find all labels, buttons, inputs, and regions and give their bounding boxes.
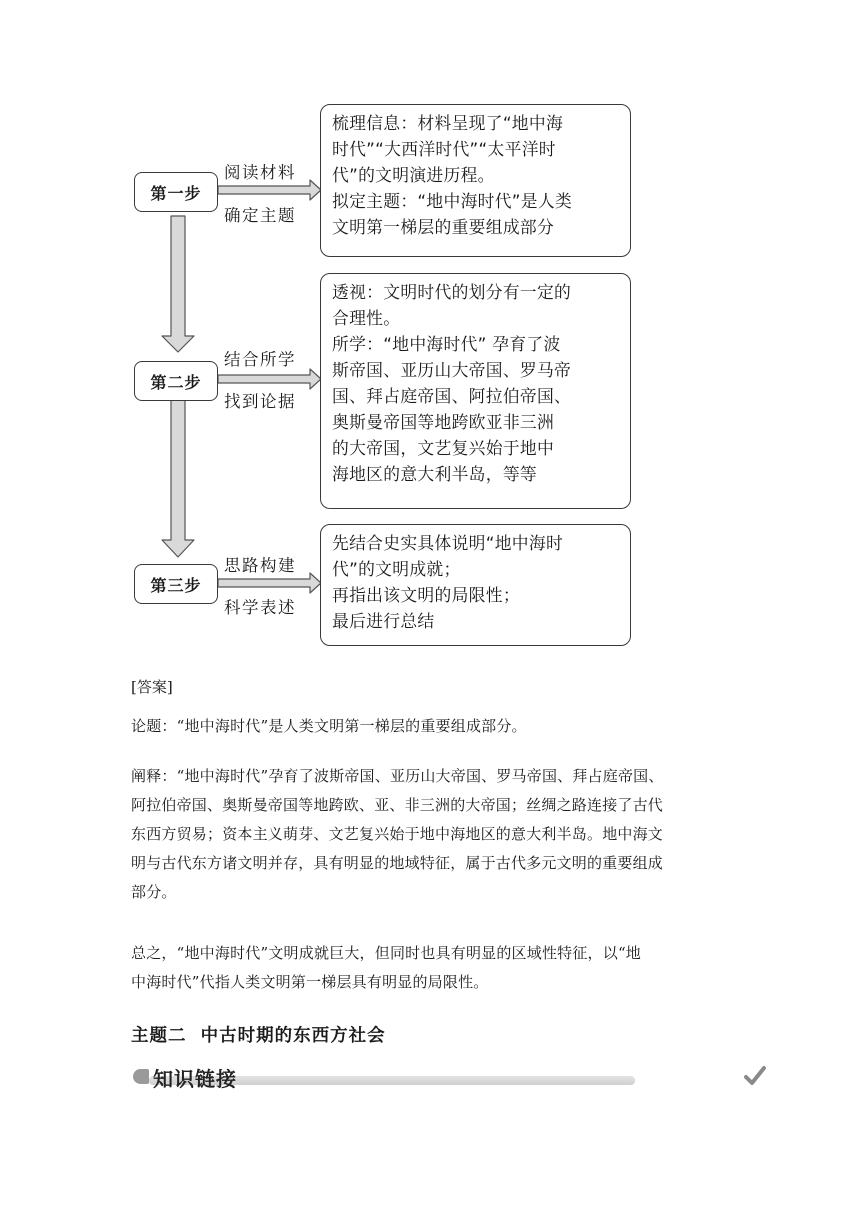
check-icon — [743, 1064, 767, 1088]
content-line: 斯帝国、亚历山大帝国、罗马帝 — [332, 360, 572, 380]
paragraph-line: 明与古代东方诸文明并存，具有明显的地域特征，属于古代多元文明的重要组成 — [131, 854, 664, 872]
step-box-3: 第三步 — [134, 564, 218, 604]
step-3-content-box — [320, 524, 631, 646]
content-line: 再指出该文明的局限性； — [332, 585, 520, 605]
section-title: 主题二 中古时期的东西方社会 — [131, 1026, 386, 1046]
down-arrow-2 — [162, 398, 194, 557]
paragraph-line: 总之，“地中海时代”文明成就巨大，但同时也具有明显的区域性特征，以“地 — [131, 944, 642, 962]
right-arrow-2 — [218, 369, 321, 389]
knowledge-link-banner — [131, 1062, 635, 1090]
content-line: 时代”“大西洋时代”“太平洋时 — [332, 139, 556, 159]
banner-label: 知识链接 — [153, 1067, 237, 1091]
paragraph-line: 阐释：“地中海时代”孕育了波斯帝国、亚历山大帝国、罗马帝国、拜占庭帝国、 — [131, 767, 664, 785]
step-3-action-top: 思路构建 — [224, 556, 296, 575]
content-line: 梳理信息：材料呈现了“地中海 — [332, 113, 564, 133]
content-line: 奥斯曼帝国等地跨欧亚非三洲 — [332, 412, 555, 432]
content-line: 拟定主题：“地中海时代”是人类 — [332, 191, 573, 211]
step-1-action-top: 阅读材料 — [224, 163, 296, 182]
answer-tag: [答案] — [131, 678, 173, 696]
step-3-action-bottom: 科学表述 — [224, 598, 296, 617]
step-2-action-bottom: 找到论据 — [224, 392, 296, 411]
content-line: 海地区的意大利半岛，等等 — [332, 464, 537, 484]
right-arrow-3 — [218, 573, 321, 593]
content-line: 透视：文明时代的划分有一定的 — [332, 282, 572, 302]
paragraph-line: 部分。 — [131, 883, 177, 901]
step-box-2: 第二步 — [134, 361, 218, 401]
step-1-action-bottom: 确定主题 — [224, 206, 296, 225]
step-2-content-box — [320, 273, 631, 509]
banner-pill-icon — [133, 1069, 149, 1084]
step-2-action-top: 结合所学 — [224, 350, 296, 369]
content-line: 所学：“地中海时代” 孕育了波 — [332, 334, 561, 354]
content-line: 国、拜占庭帝国、阿拉伯帝国、 — [332, 386, 572, 406]
down-arrow-1 — [162, 216, 194, 352]
thesis-paragraph — [131, 712, 731, 741]
content-line: 文明第一梯层的重要组成部分 — [332, 217, 555, 237]
paragraph-line: 东西方贸易；资本主义萌芽、文艺复兴始于地中海地区的意大利半岛。地中海文 — [131, 825, 664, 843]
content-line: 先结合史实具体说明“地中海时 — [332, 533, 564, 553]
step-box-1: 第一步 — [134, 172, 218, 212]
paragraph-line: 论题：“地中海时代”是人类文明第一梯层的重要组成部分。 — [131, 717, 527, 735]
paragraph-line: 阿拉伯帝国、奥斯曼帝国等地跨欧、亚、非三洲的大帝国；丝绸之路连接了古代 — [131, 796, 664, 814]
content-line: 代”的文明演进历程。 — [332, 165, 495, 185]
content-line: 的大帝国，文艺复兴始于地中 — [332, 438, 555, 458]
content-line: 最后进行总结 — [332, 611, 435, 631]
content-line: 代”的文明成就； — [332, 559, 461, 579]
content-line: 合理性。 — [332, 308, 401, 328]
step-1-content-box — [320, 104, 631, 257]
paragraph-line: 中海时代”代指人类文明第一梯层具有明显的局限性。 — [131, 973, 489, 991]
explanation-paragraph — [131, 762, 731, 907]
conclusion-paragraph — [131, 939, 731, 997]
right-arrow-1 — [218, 180, 321, 200]
